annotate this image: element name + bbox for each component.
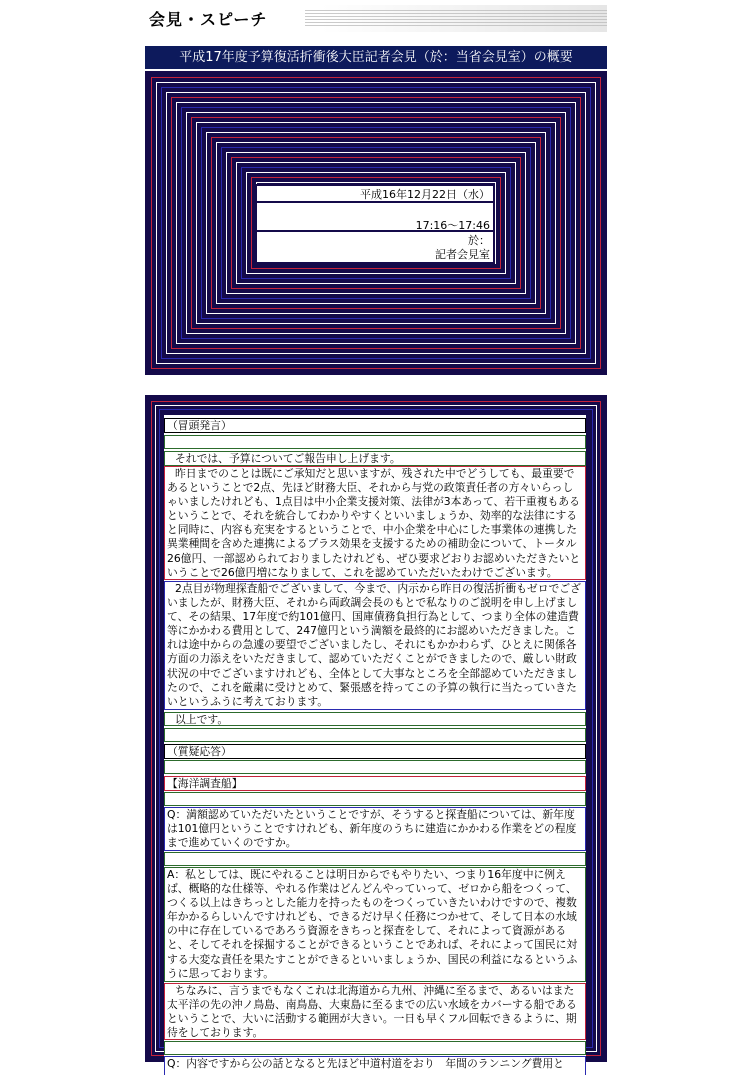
header-title: 会見・スピーチ: [149, 10, 268, 29]
header-stripes-decoration: [305, 10, 607, 28]
answer-1-part-2: ちなみに、言うまでもなくこれは北海道から九州、沖縄に至るまで、あるいはまた太平洋の先の沖ノ鳥島、南鳥島、大東島に至るまでの広い水域をカバーする船であるということで、大いに活動する範囲が大きい。一日も早くフル回転できるように、期待をしております。: [164, 983, 586, 1040]
page-header: [145, 5, 607, 32]
opening-paragraph-1: それでは、予算についてご報告申し上げます。: [164, 451, 586, 466]
question-2-partial: Q：内容ですから公の話となると先ほど中道村道をおり 年間のランニング費用と: [164, 1056, 586, 1075]
answer-1-part-1: A：私としては、既にやれることは明日からでもやりたい、つまり16年度中に例えば、概略的な仕様等、やれる作業はどんどんやっていって、ゼロから船をつくって、つくる以上はきちっとした能力を持ったものをつくっていきたいわけですので、複数年かかるらしいんですけれども、できるだけ早く任務につかせて、そして日本の水域の中に存在しているであろう資源をきちっと探査をして、それによって資源があると、そしてそれを採掘することができるということであれば、それによって国民に対する大変な責任を果たすことができるといいましょうか、国民の利益になるというふうに思っております。: [164, 867, 586, 982]
spacer-row: [164, 852, 586, 866]
date-row: [257, 186, 493, 203]
page-title: 平成17年度予算復活折衝後大臣記者会見（於：当省会見室）の概要: [145, 46, 607, 69]
place-label: 於：: [468, 234, 490, 247]
spacer-row: [164, 792, 586, 806]
time-text: 17:16～17:46: [415, 219, 490, 232]
place-label-row: [257, 234, 493, 248]
place-row: [257, 248, 493, 262]
spacer-row: [164, 1041, 586, 1055]
topic-heading: 【海洋調査船】: [164, 776, 586, 791]
spacer-row: [164, 435, 586, 449]
section-heading-qa: （質疑応答）: [164, 744, 586, 759]
section-heading-opening: （冒頭発言）: [164, 418, 586, 433]
spacer-row: [164, 760, 586, 774]
spacer-row: [164, 728, 586, 742]
place-text: 記者会見室: [435, 248, 490, 261]
time-row: [257, 205, 493, 232]
date-text: 平成16年12月22日（水）: [360, 188, 490, 201]
opening-paragraph-3: 2点目が物理探査船でございまして、今まで、内示から昨日の復活折衝もゼロでございましたが、財務大臣、それから両政調会長のもとで私なりのご説明を申し上げまして、その結果、17年度で約101億円、国庫債務負担行為として、つまり全体の建造費等にかかわる費用として、247億円という満額を最終的にお認めいただきました。これは途中からの急遽の要望でございましたし、それにもかかわらず、ひとえに関係各方面の力添えをいただきまして、認めていただくことができましたので、厳しい財政状況の中でございますけれども、全体として大事なところを全部認めていただきましたので、これを厳粛に受けとめて、緊張感を持ってこの予算の執行に当たっていきたいというふうに考えております。: [164, 581, 586, 710]
question-1: Q：満額認めていただいたということですが、そうすると探査船については、新年度は101億円ということですけれども、新年度のうちに建造にかかわる作業をどの程度まで進めていくのですか。: [164, 807, 586, 851]
info-box: [255, 184, 495, 264]
opening-paragraph-2: 昨日までのことは既にご承知だと思いますが、残された中でどうしても、最重要であるということで2点、先ほど財務大臣、それから与党の政策責任者の方々いらっしゃいましたけれども、1点目は中小企業支援対策、法律が3本あって、若干重複もあるということで、それを統合してわかりやすくといいましょうか、効率的な法律にすると同時に、内容も充実をするということで、中小企業を中心にした事業体の連携した異業種間を含めた連携によるプラス効果を支援するための補助金について、トータル26億円、一部認められておりましたけれども、ぜひ要求どおりお認めいただきたいということで26億円増になりまして、これを認めていただいたわけでございます。: [164, 466, 586, 580]
opening-paragraph-4: 以上です。: [164, 712, 586, 726]
content-box: [164, 415, 586, 1075]
